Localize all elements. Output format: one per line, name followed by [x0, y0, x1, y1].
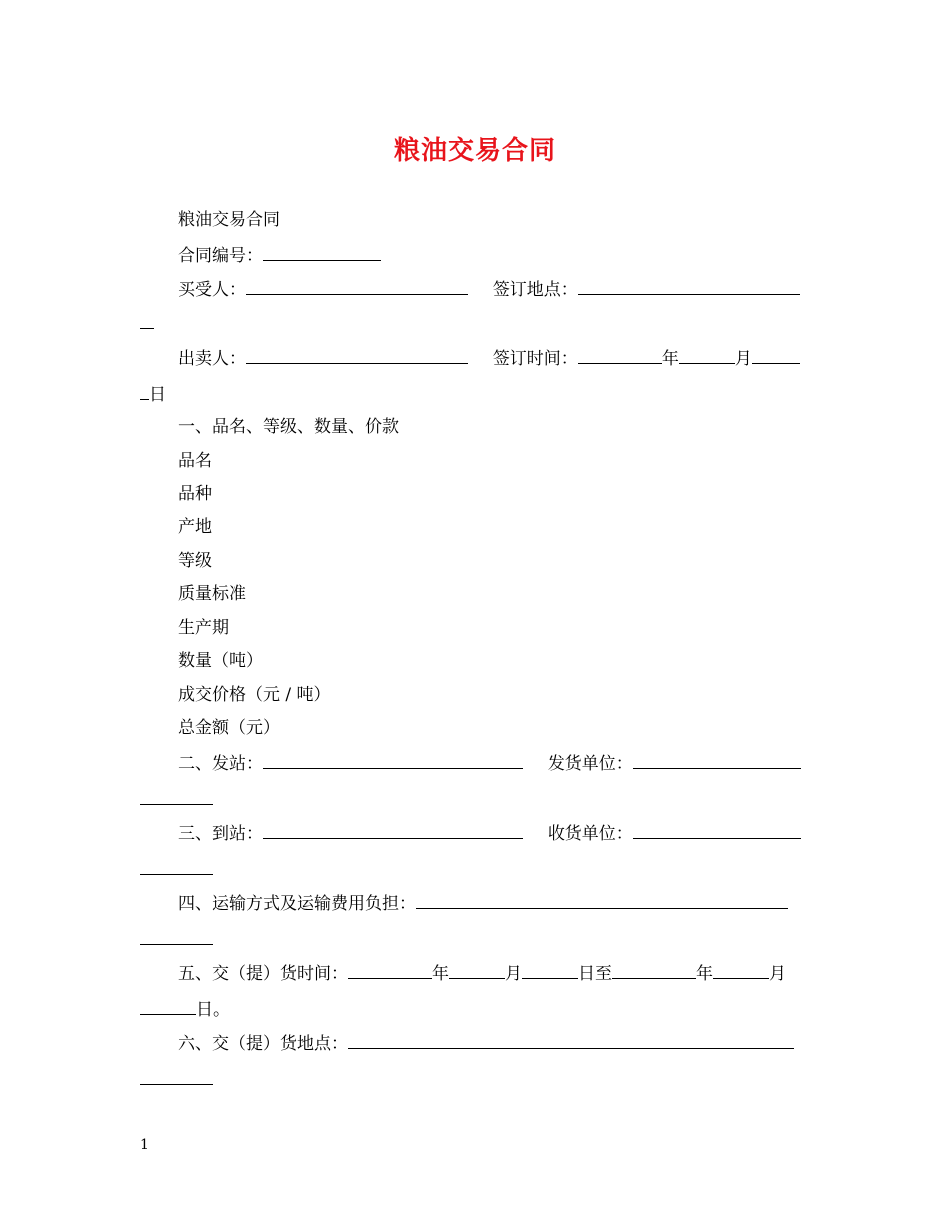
section-4-row: [178, 892, 788, 914]
sign-day-blank[interactable]: [752, 347, 800, 364]
page-number: 1: [140, 1137, 149, 1153]
transport-blank-cont[interactable]: [140, 928, 213, 945]
item-origin: 产地: [178, 517, 212, 537]
seller-blank[interactable]: [246, 347, 468, 364]
item-total-amount: 总金额（元）: [178, 718, 280, 738]
delivery-place-label: 六、交（提）货地点：: [178, 1034, 348, 1054]
shipping-unit-blank-cont[interactable]: [140, 788, 213, 805]
receiving-unit-label: 收货单位：: [547, 824, 633, 844]
section-6-continuation: [140, 1068, 213, 1090]
item-quality-standard: 质量标准: [178, 584, 246, 604]
transport-label: 四、运输方式及运输费用负担：: [178, 894, 416, 914]
section-5-row: [178, 962, 786, 984]
delivery-place-blank-cont[interactable]: [140, 1068, 213, 1085]
section-4-continuation: [140, 928, 213, 950]
contract-number-label: 合同编号：: [178, 246, 263, 266]
month-label: 月: [505, 964, 522, 984]
section-3-row: [178, 822, 801, 844]
buyer-row: [178, 278, 800, 300]
year-label: 年: [432, 964, 449, 984]
section-2-row: [178, 752, 801, 774]
year-label: 年: [696, 964, 713, 984]
item-product-name: 品名: [178, 451, 212, 471]
start-day-blank[interactable]: [522, 962, 578, 979]
sign-day-blank-cont[interactable]: [140, 383, 149, 400]
item-variety: 品种: [178, 484, 212, 504]
departure-station-blank[interactable]: [263, 752, 523, 769]
sign-place-blank-cont[interactable]: [140, 312, 154, 329]
contract-number-row: [178, 244, 381, 266]
arrival-station-blank[interactable]: [263, 822, 523, 839]
day-end-label: 日。: [196, 1000, 230, 1020]
end-day-blank[interactable]: [140, 998, 196, 1015]
month-label: 月: [769, 964, 786, 984]
receiving-unit-blank[interactable]: [633, 822, 801, 839]
arrival-station-label: 三、到站：: [178, 824, 263, 844]
section-2-continuation: [140, 788, 213, 810]
subtitle: 粮油交易合同: [178, 210, 280, 230]
sign-time-label: 签订时间：: [492, 349, 578, 369]
section-3-continuation: [140, 858, 213, 880]
contract-number-blank[interactable]: [263, 244, 381, 261]
sign-time-continuation: [140, 383, 166, 405]
end-year-blank[interactable]: [612, 962, 696, 979]
section-1-heading: 一、品名、等级、数量、价款: [178, 417, 399, 437]
delivery-time-label: 五、交（提）货时间：: [178, 964, 348, 984]
start-year-blank[interactable]: [348, 962, 432, 979]
departure-station-label: 二、发站：: [178, 754, 263, 774]
start-month-blank[interactable]: [449, 962, 505, 979]
end-month-blank[interactable]: [713, 962, 769, 979]
item-quantity: 数量（吨）: [178, 651, 263, 671]
shipping-unit-blank[interactable]: [633, 752, 801, 769]
sign-place-blank[interactable]: [578, 278, 800, 295]
delivery-place-blank[interactable]: [348, 1032, 794, 1049]
transport-blank[interactable]: [416, 892, 788, 909]
seller-row: [178, 347, 800, 369]
section-6-row: [178, 1032, 794, 1054]
year-label: 年: [661, 349, 679, 369]
month-label: 月: [734, 349, 752, 369]
sign-place-label: 签订地点：: [492, 280, 578, 300]
document-title: 粮油交易合同: [393, 136, 556, 166]
receiving-unit-blank-cont[interactable]: [140, 858, 213, 875]
buyer-label: 买受人：: [178, 280, 246, 300]
sign-year-blank[interactable]: [578, 347, 662, 364]
item-grade: 等级: [178, 551, 212, 571]
day-to-label: 日至: [578, 964, 612, 984]
item-production-date: 生产期: [178, 618, 229, 638]
item-price: 成交价格（元 / 吨）: [178, 685, 331, 705]
buyer-blank[interactable]: [246, 278, 468, 295]
sign-place-continuation: [140, 312, 154, 334]
day-label: 日: [149, 385, 166, 405]
shipping-unit-label: 发货单位：: [547, 754, 633, 774]
section-5-continuation: [140, 998, 230, 1020]
sign-month-blank[interactable]: [679, 347, 735, 364]
seller-label: 出卖人：: [178, 349, 246, 369]
